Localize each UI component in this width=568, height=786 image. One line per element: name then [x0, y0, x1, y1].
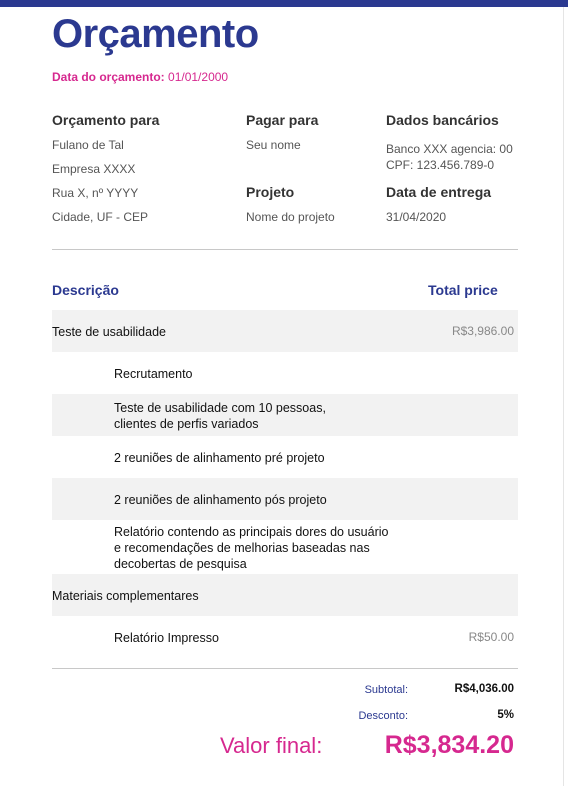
- final-value-amount: R$3,834.20: [384, 731, 514, 759]
- bank-cpf: CPF: 123.456.789-0: [386, 158, 495, 172]
- table-row: [52, 574, 518, 616]
- column-header-total-price: Total price: [428, 282, 498, 298]
- row-description: Teste de usabilidade com 10 pessoas, clientes de perfis variados: [114, 401, 326, 431]
- budget-date: [52, 70, 228, 84]
- row-description: Relatório contendo as principais dores do usuário e recomendações de melhorias baseadas nas decobertas de pesquisa: [114, 525, 389, 571]
- table-row: [52, 520, 518, 574]
- project-name: Nome do projeto: [246, 210, 335, 224]
- row-description: Materiais complementares: [52, 589, 199, 603]
- payee-name: Seu nome: [246, 138, 301, 152]
- subtotal-value: R$4,036.00: [454, 683, 514, 695]
- table-row: [52, 310, 518, 352]
- discount-value: 5%: [497, 709, 514, 721]
- totals-divider: [52, 668, 518, 669]
- client-city: Cidade, UF - CEP: [52, 210, 149, 224]
- document-title: Orçamento: [52, 12, 259, 56]
- payee-heading: Pagar para: [246, 112, 319, 128]
- client-block: [52, 112, 159, 128]
- bank-heading: Dados bancários: [386, 112, 499, 128]
- delivery-heading: Data de entrega: [386, 184, 492, 200]
- column-header-description: Descrição: [52, 282, 119, 298]
- page-edge-rule: [563, 7, 564, 786]
- table-row: [52, 478, 518, 520]
- client-company: Empresa XXXX: [52, 162, 136, 176]
- row-description: Relatório Impresso: [114, 631, 219, 645]
- bank-agency: Banco XXX agencia: 00: [386, 142, 513, 156]
- client-heading: Orçamento para: [52, 112, 160, 128]
- row-description: 2 reuniões de alinhamento pós projeto: [114, 493, 327, 507]
- subtotal-label: Subtotal:: [364, 684, 408, 696]
- discount-label: Desconto:: [358, 710, 408, 722]
- table-row: [52, 352, 518, 394]
- header-divider: [52, 249, 518, 250]
- client-name: Fulano de Tal: [52, 138, 124, 152]
- table-row: [52, 436, 518, 478]
- row-description: Recrutamento: [114, 367, 193, 381]
- row-description: Teste de usabilidade: [52, 325, 166, 339]
- row-price: R$3,986.00: [451, 324, 514, 338]
- row-description: 2 reuniões de alinhamento pré projeto: [114, 451, 325, 465]
- budget-date-value: 01/01/2000: [168, 70, 229, 84]
- top-accent-bar: [0, 0, 568, 7]
- project-heading: Projeto: [246, 184, 295, 200]
- client-address: Rua X, nº YYYY: [52, 186, 139, 200]
- final-value-label: Valor final:: [220, 733, 323, 758]
- budget-date-label: Data do orçamento:: [52, 70, 165, 84]
- row-price: R$50.00: [468, 630, 514, 644]
- delivery-date: 31/04/2020: [386, 210, 447, 224]
- table-row: [52, 616, 518, 658]
- table-row: [52, 394, 518, 436]
